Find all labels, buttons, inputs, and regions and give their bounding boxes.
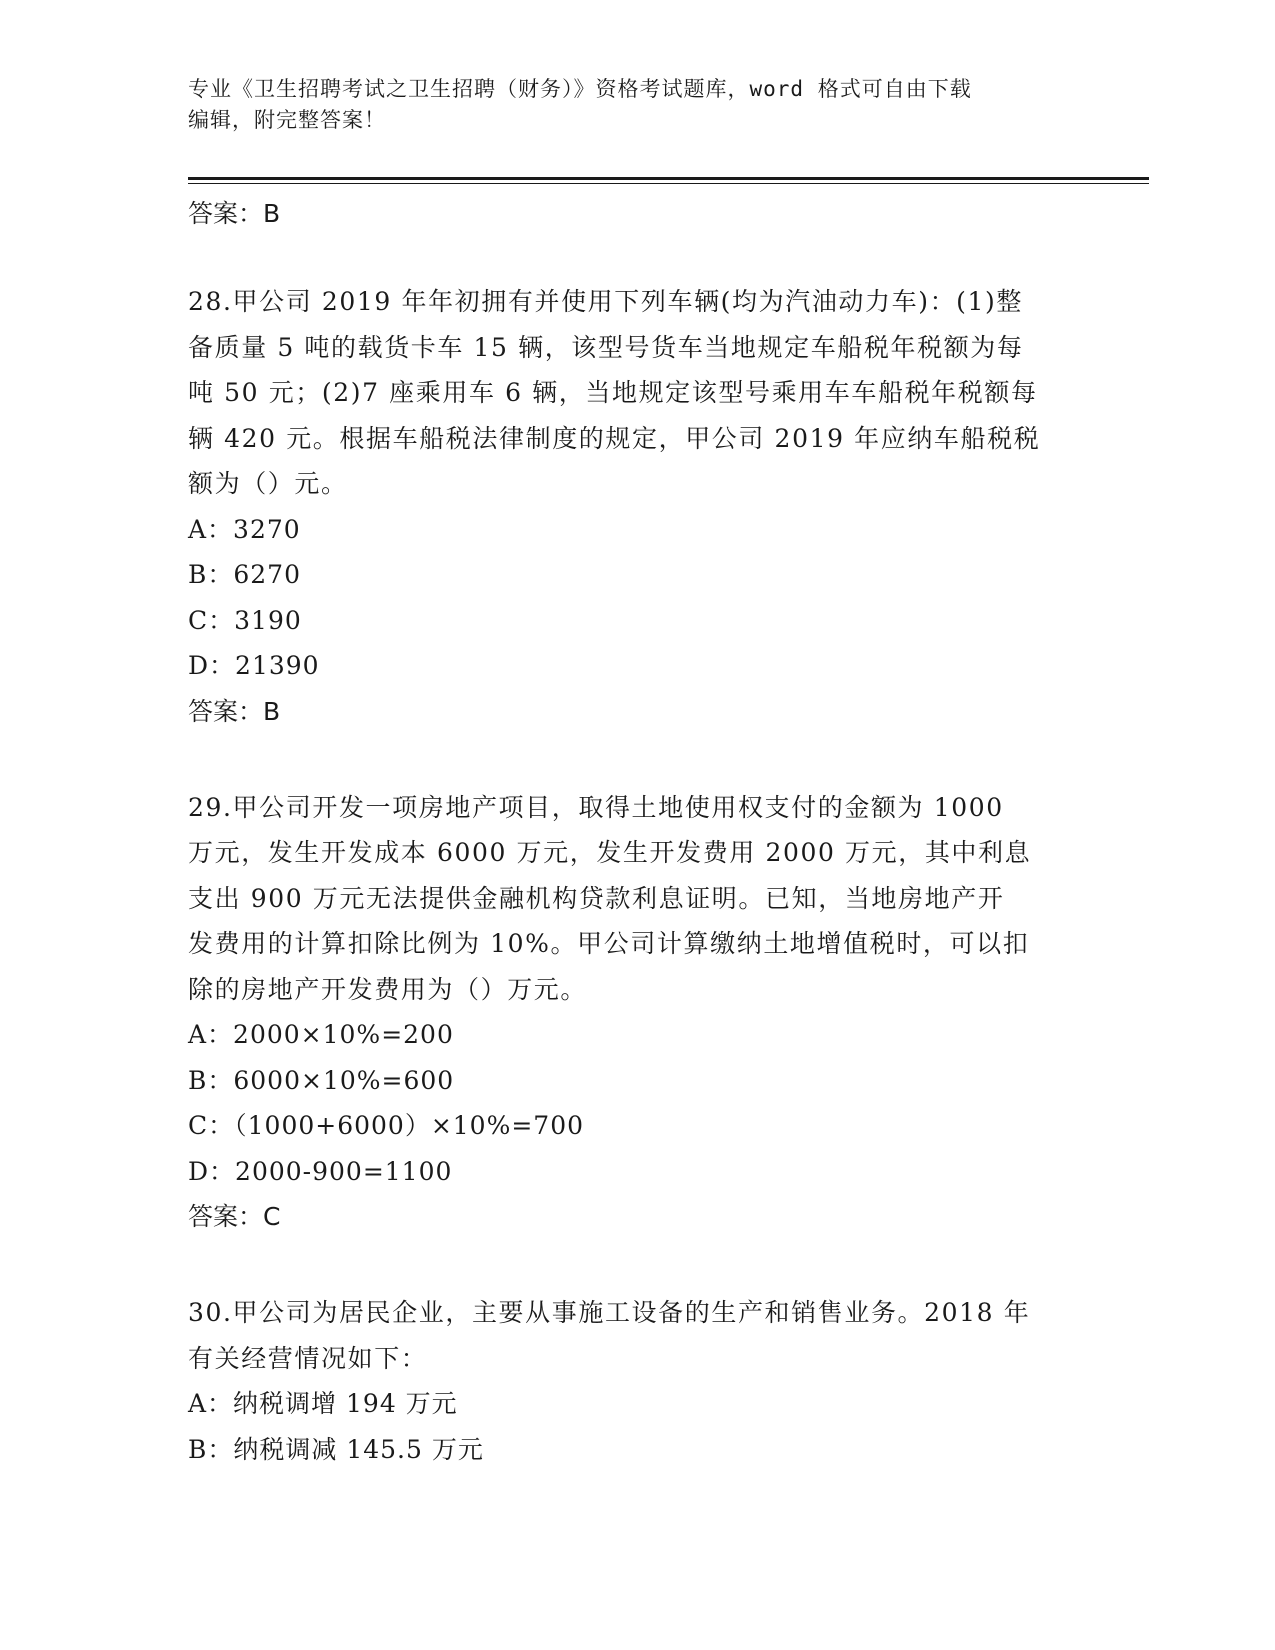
header-divider-thick — [188, 177, 1149, 180]
question-line: 发费用的计算扣除比例为 10%。甲公司计算缴纳土地增值税时，可以扣 — [188, 929, 1030, 958]
question-line: 有关经营情况如下： — [188, 1343, 428, 1373]
question-text — [188, 1290, 1088, 1381]
document-header — [188, 74, 1088, 136]
question-line: 吨 50 元；(2)7 座乘用车 6 辆，当地规定该型号乘用车车船税年税额每 — [188, 378, 1038, 407]
option-d: D：21390 — [188, 651, 320, 680]
option-b: B：6000×10%=600 — [188, 1065, 455, 1095]
header-line-1: 专业《卫生招聘考试之卫生招聘（财务）》资格考试题库，word 格式可自由下载 — [188, 77, 972, 101]
question-line: 备质量 5 吨的载货卡车 15 辆，该型号货车当地规定车船税年税额为每 — [188, 332, 1024, 362]
option-a: A：3270 — [188, 514, 301, 544]
question-text — [188, 279, 1088, 507]
option-c: C：（1000+6000）×10%=700 — [188, 1111, 585, 1140]
option-c: C：3190 — [188, 605, 302, 635]
question-list — [188, 191, 1088, 1472]
option-b: B：纳税调减 145.5 万元 — [188, 1434, 484, 1464]
header-divider-thin — [188, 183, 1149, 184]
question-line: 29.甲公司开发一项房地产项目，取得土地使用权支付的金额为 1000 — [188, 792, 1004, 822]
question-line: 28.甲公司 2019 年年初拥有并使用下列车辆(均为汽油动力车)：(1)整 — [188, 287, 1023, 316]
question-text — [188, 785, 1088, 1013]
option-d: D：2000-900=1100 — [188, 1156, 453, 1186]
question-30 — [188, 1290, 1088, 1472]
question-line: 万元，发生开发成本 6000 万元，发生开发费用 2000 万元，其中利息 — [188, 838, 1032, 867]
previous-answer: 答案：B — [188, 199, 281, 228]
question-line: 30.甲公司为居民企业，主要从事施工设备的生产和销售业务。2018 年 — [188, 1298, 1031, 1327]
question-29 — [188, 785, 1088, 1240]
question-28 — [188, 279, 1088, 734]
option-a: A：纳税调增 194 万元 — [188, 1389, 458, 1418]
question-line: 额为（）元。 — [188, 469, 348, 498]
header-line-2: 编辑，附完整答案！ — [188, 108, 386, 132]
answer: 答案：C — [188, 1202, 281, 1231]
option-b: B：6270 — [188, 560, 301, 589]
question-line: 支出 900 万元无法提供金融机构贷款利息证明。已知，当地房地产开 — [188, 883, 1005, 913]
question-line: 除的房地产开发费用为（）万元。 — [188, 974, 588, 1004]
option-a: A：2000×10%=200 — [188, 1020, 454, 1049]
question-line: 辆 420 元。根据车船税法律制度的规定，甲公司 2019 年应纳车船税税 — [188, 423, 1041, 453]
answer: 答案：B — [188, 696, 281, 726]
